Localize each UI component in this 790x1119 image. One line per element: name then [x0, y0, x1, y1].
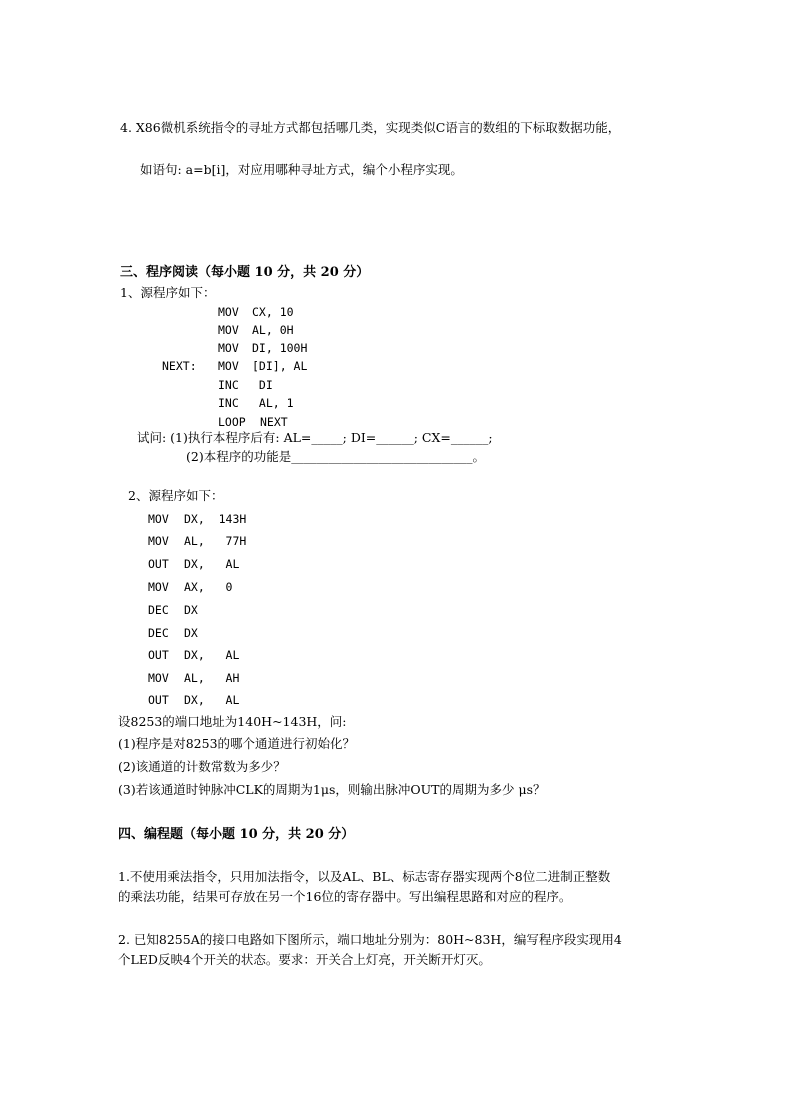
code2-8-args: AL, AH	[184, 671, 240, 685]
program-2-setup: 设8253的端口地址为140H~143H，问:	[118, 714, 347, 729]
code-7-op: LOOP	[218, 415, 246, 429]
code2-3-args: DX, AL	[184, 557, 240, 571]
programming-1-line-2: 的乘法功能，结果可存放在另一个16位的寄存器中。写出编程思路和对应的程序。	[118, 889, 572, 904]
program-1-question-2: (2)本程序的功能是_____________________________。	[186, 449, 485, 464]
code2-6-op: DEC	[148, 626, 169, 640]
code2-4-op: MOV	[148, 580, 169, 594]
code-7-args: NEXT	[260, 415, 288, 429]
code2-8-op: MOV	[148, 671, 169, 685]
code2-2-op: MOV	[148, 534, 169, 548]
code-6-args: AL, 1	[252, 396, 294, 410]
section-4-title: 四、编程题（每小题 10 分，共 20 分）	[118, 827, 355, 842]
code-5-args: DI	[252, 378, 273, 392]
program-1-question-1: 试问: (1)执行本程序后有: AL=_____; DI=______; CX=______;	[137, 430, 493, 445]
section-3-title: 三、程序阅读（每小题 10 分，共 20 分）	[120, 265, 370, 280]
q4-line-2: 如语句: a=b[i]，对应用哪种寻址方式，编个小程序实现。	[140, 162, 463, 177]
q4-line-1: 4. X86微机系统指令的寻址方式都包括哪几类，实现类似C语言的数组的下标取数据功能，	[120, 120, 621, 135]
code2-4-args: AX, 0	[184, 580, 233, 594]
code-3-op: MOV	[218, 341, 239, 355]
code-2-op: MOV	[218, 323, 239, 337]
code-4-label: NEXT:	[162, 359, 197, 373]
code2-7-args: DX, AL	[184, 648, 240, 662]
code-1-args: CX, 10	[252, 305, 294, 319]
code2-5-op: DEC	[148, 603, 169, 617]
code-4-op: MOV	[218, 359, 239, 373]
programming-2-line-2: 个LED反映4个开关的状态。要求：开关合上灯亮，开关断开灯灭。	[118, 952, 491, 967]
code2-5-args: DX	[184, 603, 198, 617]
code2-9-args: DX, AL	[184, 693, 240, 707]
code-1-op: MOV	[218, 305, 239, 319]
code2-6-args: DX	[184, 626, 198, 640]
code2-3-op: OUT	[148, 557, 169, 571]
code2-9-op: OUT	[148, 693, 169, 707]
code2-1-op: MOV	[148, 512, 169, 526]
code-3-args: DI, 100H	[252, 341, 308, 355]
code-5-op: INC	[218, 378, 239, 392]
code2-7-op: OUT	[148, 648, 169, 662]
program-2-question-2: (2)该通道的计数常数为多少？	[118, 759, 286, 774]
program-2-question-3: (3)若该通道时钟脉冲CLK的周期为1μs，则输出脉冲OUT的周期为多少 μs？	[118, 782, 546, 797]
program-2-intro: 2、源程序如下：	[128, 488, 224, 503]
code2-1-args: DX, 143H	[184, 512, 247, 526]
code-4-args: [DI], AL	[252, 359, 308, 373]
code-2-args: AL, 0H	[252, 323, 294, 337]
code-6-op: INC	[218, 396, 239, 410]
program-1-intro: 1、源程序如下：	[120, 285, 216, 300]
code2-2-args: AL, 77H	[184, 534, 247, 548]
programming-2-line-1: 2. 已知8255A的接口电路如下图所示，端口地址分别为：80H~83H，编写程序段实现用4	[118, 932, 622, 947]
programming-1-line-1: 1.不使用乘法指令，只用加法指令，以及AL、BL、标志寄存器实现两个8位二进制正整数	[118, 869, 611, 884]
program-2-question-1: (1)程序是对8253的哪个通道进行初始化？	[118, 736, 356, 751]
